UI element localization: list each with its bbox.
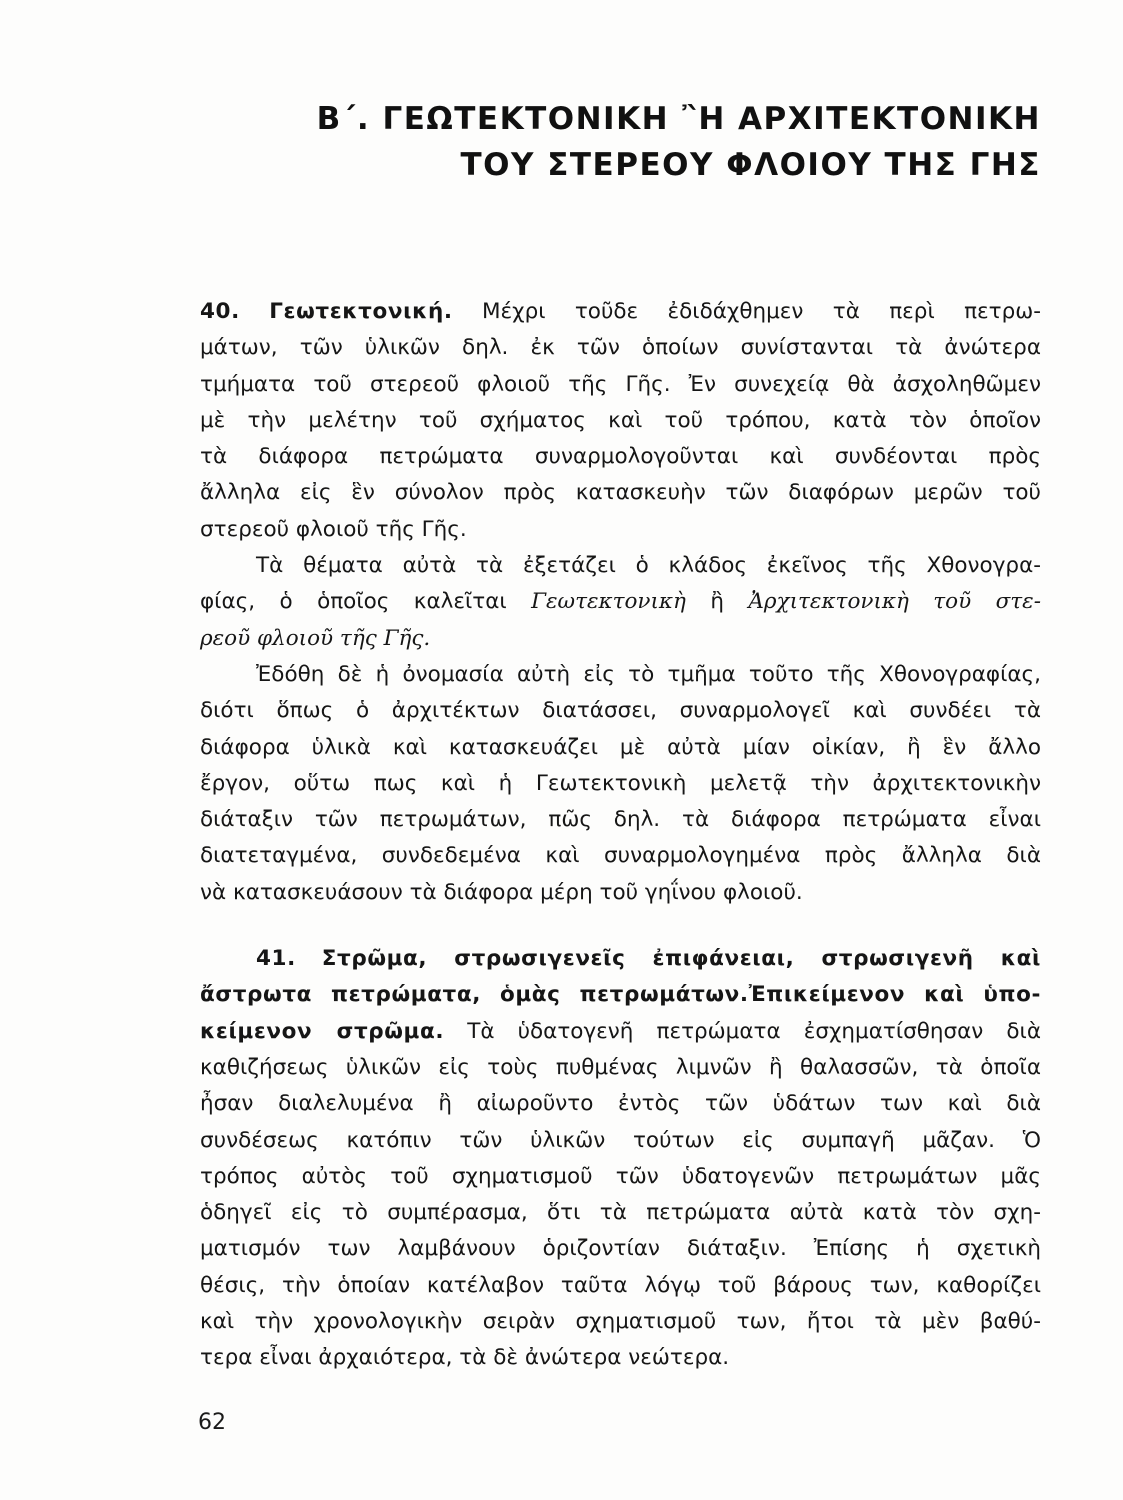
- section-41-title-part-3: κείμενον στρῶμα.: [200, 1018, 445, 1044]
- section-41-title-part-1: Στρῶμα, στρωσιγενεῖς ἐπιφάνειαι, στρωσιγενῆ καὶ: [321, 946, 1041, 972]
- text-span: Τὰ ὑδατογενῆ πετρώματα ἐσχηματίσθησαν διὰ: [444, 1018, 1041, 1044]
- italic-term: Γεωτεκτονικὴ: [531, 589, 686, 615]
- text-line: Ἐδόθη δὲ ἡ ὀνομασία αὐτὴ εἰς τὸ τμῆμα τοῦτο τῆς Χθονογραφίας,: [256, 661, 1041, 687]
- section-40-number: 40.: [200, 299, 240, 324]
- text-line: Τὰ θέματα αὐτὰ τὰ ἐξετάζει ὁ κλάδος ἐκεῖνος τῆς Χθονογρα-: [256, 553, 1041, 579]
- section-41-third-line: [200, 1014, 1041, 1050]
- chapter-heading: [317, 96, 1041, 188]
- section-gap: [200, 911, 1041, 941]
- text-line: καθιζήσεως ὑλικῶν εἰς τοὺς πυθμένας λιμνῶν ἢ θαλασσῶν, τὰ ὁποῖα: [200, 1054, 1041, 1080]
- section-41-number: 41.: [256, 946, 296, 972]
- text-line: Μέχρι τοῦδε ἐδιδάχθημεν τὰ περὶ πετρω-: [452, 299, 1041, 324]
- text-line: τμήματα τοῦ στερεοῦ φλοιοῦ τῆς Γῆς. Ἐν συνεχείᾳ θὰ ἀσχοληθῶμεν: [200, 371, 1041, 397]
- text-line: συνδέσεως κατόπιν τῶν ὑλικῶν τούτων εἰς συμπαγῆ μᾶζαν. Ὁ: [200, 1127, 1041, 1153]
- text-line-mixed: [200, 584, 1041, 620]
- text-line: ὁδηγεῖ εἰς τὸ συμπέρασμα, ὅτι τὰ πετρώματα αὐτὰ κατὰ τὸν σχη-: [200, 1200, 1041, 1226]
- text-line: θέσις, τὴν ὁποίαν κατέλαβον ταῦτα λόγῳ τοῦ βάρους των, καθορίζει: [200, 1272, 1041, 1298]
- body-text: [200, 294, 1041, 1377]
- text-line: νὰ κατασκευάσουν τὰ διάφορα μέρη τοῦ γηΐνου φλοιοῦ.: [200, 879, 803, 905]
- text-line: στερεοῦ φλοιοῦ τῆς Γῆς.: [200, 516, 467, 542]
- text-line: διάταξιν τῶν πετρωμάτων, πῶς δηλ. τὰ διάφορα πετρώματα εἶναι: [200, 807, 1041, 833]
- text-line: μάτων, τῶν ὑλικῶν δηλ. ἐκ τῶν ὁποίων συνίστανται τὰ ἀνώτερα: [200, 335, 1041, 361]
- text-line: ἔργον, οὕτω πως καὶ ἡ Γεωτεκτονικὴ μελετᾷ τὴν ἀρχιτεκτονικὴν: [200, 770, 1041, 796]
- text-line: διάφορα ὑλικὰ καὶ κατασκευάζει μὲ αὐτὰ μίαν οἰκίαν, ἢ ἓν ἄλλο: [200, 734, 1041, 760]
- text-line: διατεταγμένα, συνδεδεμένα καὶ συναρμολογημένα πρὸς ἄλληλα διὰ: [200, 843, 1041, 869]
- section-41-first-line: [200, 941, 1041, 977]
- text-line: καὶ τὴν χρονολογικὴν σειρὰν σχηματισμοῦ των, ἤτοι τὰ μὲν βαθύ-: [200, 1309, 1041, 1335]
- section-40-first-line: [200, 294, 1041, 330]
- text-line: ματισμόν των λαμβάνουν ὁριζοντίαν διάταξιν. Ἐπίσης ἡ σχετικὴ: [200, 1236, 1041, 1262]
- italic-term: Ἀρχιτεκτονικὴ τοῦ στε-: [748, 589, 1041, 615]
- section-41-title-part-2: ἄστρωτα πετρώματα, ὁμὰς πετρωμάτων.Ἐπικείμενον καὶ ὑπο-: [200, 982, 1041, 1008]
- page-number: 62: [198, 1410, 226, 1435]
- text-span: φίας, ὁ ὁποῖος καλεῖται: [200, 589, 532, 615]
- text-line: διότι ὅπως ὁ ἀρχιτέκτων διατάσσει, συναρμολογεῖ καὶ συνδέει τὰ: [200, 698, 1041, 724]
- section-40-title: Γεωτεκτονική.: [269, 299, 453, 324]
- text-span: ἢ: [685, 589, 749, 615]
- text-line: μὲ τὴν μελέτην τοῦ σχήματος καὶ τοῦ τρόπου, κατὰ τὸν ὁποῖον: [200, 407, 1041, 433]
- text-line: τὰ διάφορα πετρώματα συναρμολογοῦνται καὶ συνδέονται πρὸς: [200, 444, 1041, 470]
- text-line: τρόπος αὐτὸς τοῦ σχηματισμοῦ τῶν ὑδατογενῶν πετρωμάτων μᾶς: [200, 1163, 1041, 1189]
- text-line: ἦσαν διαλελυμένα ἢ αἰωροῦντο ἐντὸς τῶν ὑδάτων των καὶ διὰ: [200, 1091, 1041, 1117]
- chapter-heading-line-2: ΤΟΥ ΣΤΕΡΕΟΥ ΦΛΟΙΟΥ ΤΗΣ ΓΗΣ: [460, 147, 1041, 183]
- chapter-heading-line-1: Β΄. ΓΕΩΤΕΚΤΟΝΙΚΗ ῍Η ΑΡΧΙΤΕΚΤΟΝΙΚΗ: [316, 101, 1041, 137]
- italic-term-line: ρεοῦ φλοιοῦ τῆς Γῆς.: [200, 625, 431, 651]
- text-line: ἄλληλα εἰς ἓν σύνολον πρὸς κατασκευὴν τῶν διαφόρων μερῶν τοῦ: [200, 480, 1041, 506]
- text-line: τερα εἶναι ἀρχαιότερα, τὰ δὲ ἀνώτερα νεώτερα.: [200, 1345, 730, 1371]
